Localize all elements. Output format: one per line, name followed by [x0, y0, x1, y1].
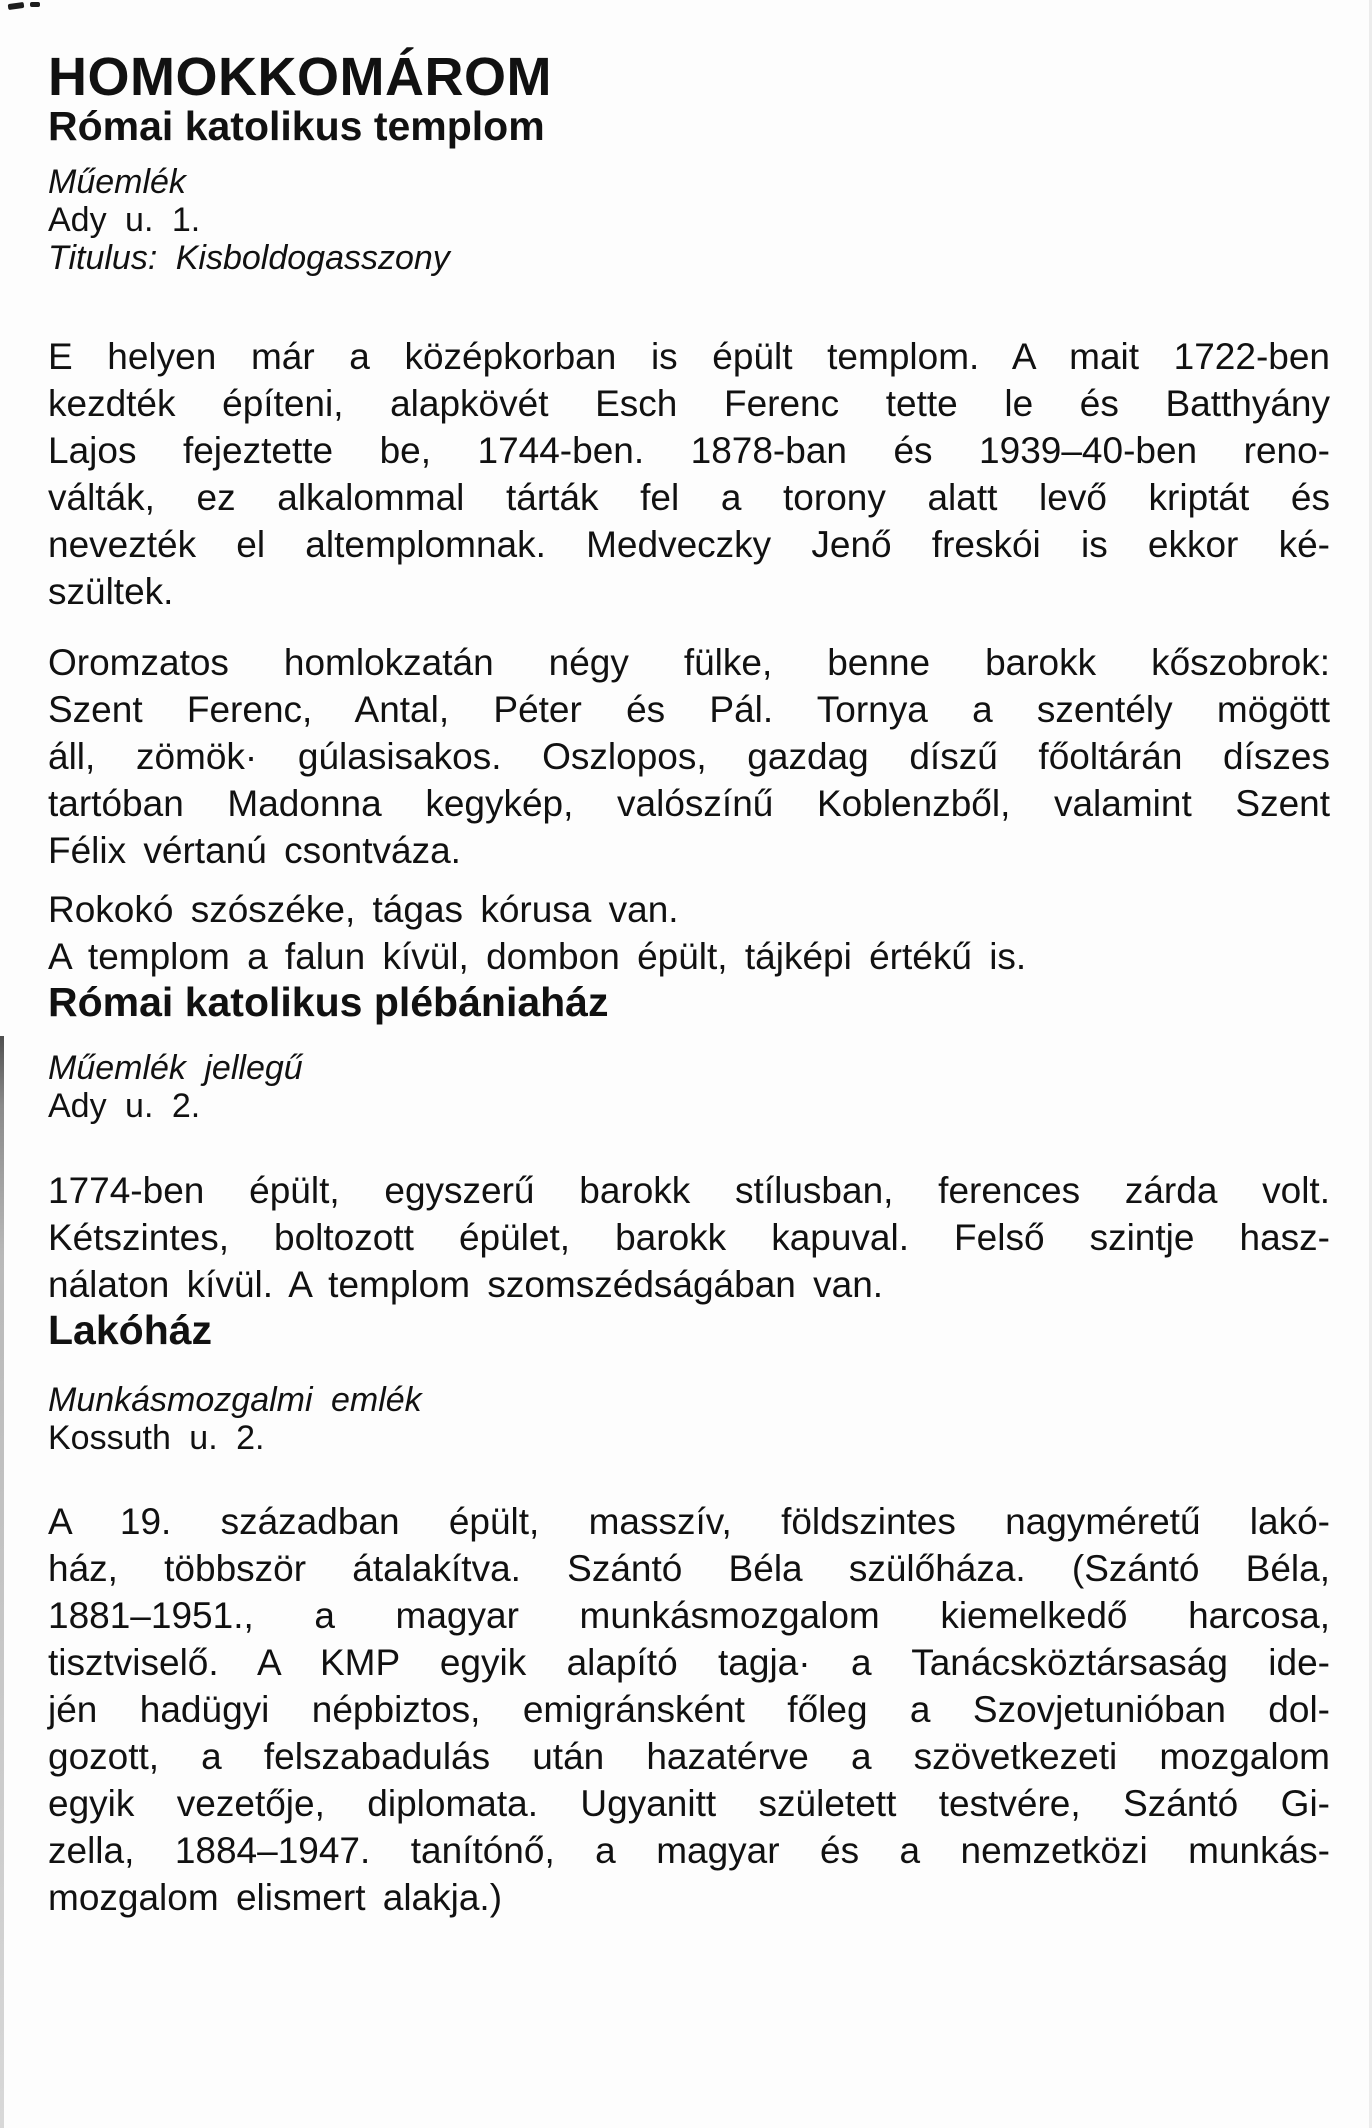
text-line: tisztviselő. A KMP egyik alapító tagja· a Tanácsköztársaság ide-	[48, 1642, 1330, 1683]
text-line: Szent Ferenc, Antal, Péter és Pál. Tornya a szentély mögött	[48, 689, 1330, 730]
meta-status: Műemlék	[48, 163, 186, 201]
text-line: ház, többször átalakítva. Szántó Béla szülőháza. (Szántó Béla,	[48, 1548, 1330, 1589]
section-heading-house: Lakóház	[48, 1307, 213, 1353]
text-line: 1774-ben épült, egyszerű barokk stílusban, ferences zárda volt.	[48, 1170, 1330, 1211]
meta-titulus: Titulus: Kisboldogasszony	[48, 239, 450, 277]
text-line: E helyen már a középkorban is épült templom. A mait 1722-ben	[48, 336, 1330, 377]
meta-address: Ady u. 2.	[48, 1087, 201, 1125]
text-line: Kétszintes, boltozott épület, barokk kapuval. Felső szintje hasz-	[48, 1217, 1330, 1258]
text-line: Rokokó szószéke, tágas kórusa van.	[48, 889, 679, 930]
text-line: 1881–1951., a magyar munkásmozgalom kiemelkedő harcosa,	[48, 1595, 1330, 1636]
paragraph	[48, 1498, 1330, 1921]
paragraph	[48, 333, 1330, 615]
text-line: kezdték építeni, alapkövét Esch Ferenc tette le és Batthyány	[48, 383, 1330, 424]
text-line: szültek.	[48, 571, 174, 612]
meta-address: Kossuth u. 2.	[48, 1419, 265, 1457]
text-line: Oromzatos homlokzatán négy fülke, benne barokk kőszobrok:	[48, 642, 1330, 683]
text-line: nevezték el altemplomnak. Medveczky Jenő freskói is ekkor ké-	[48, 524, 1330, 565]
scan-speck	[30, 2, 40, 7]
paragraph	[48, 886, 1330, 980]
text-line: egyik vezetője, diplomata. Ugyanitt született testvére, Szántó Gi-	[48, 1783, 1330, 1824]
section-heading-church: Római katolikus templom	[48, 103, 545, 149]
section-church	[48, 104, 1330, 980]
page-title: HOMOKKOMÁROM	[48, 47, 552, 107]
monument-meta	[48, 1049, 1330, 1125]
meta-address: Ady u. 1.	[48, 201, 201, 239]
monument-meta	[48, 163, 1330, 277]
monument-meta	[48, 1381, 1330, 1457]
meta-status: Műemlék jellegű	[48, 1049, 303, 1087]
section-residential-house	[48, 1308, 1330, 1921]
text-line: nálaton kívül. A templom szomszédságában van.	[48, 1264, 884, 1305]
text-line: mozgalom elismert alakja.)	[48, 1877, 503, 1918]
text-line: tartóban Madonna kegykép, valószínű Koblenzből, valamint Szent	[48, 783, 1330, 824]
section-rectory	[48, 980, 1330, 1308]
scan-edge-shadow-left	[0, 1036, 4, 2128]
text-line: A 19. században épült, masszív, földszintes nagyméretű lakó-	[48, 1501, 1330, 1542]
paragraph	[48, 1167, 1330, 1308]
scan-speck	[8, 2, 25, 10]
text-line: Félix vértanú csontváza.	[48, 830, 461, 871]
meta-status: Munkásmozgalmi emlék	[48, 1381, 422, 1419]
text-line: jén hadügyi népbiztos, emigránsként főleg a Szovjetunióban dol-	[48, 1689, 1330, 1730]
text-line: válták, ez alkalommal tárták fel a torony alatt levő kriptát és	[48, 477, 1330, 518]
text-line: Lajos fejeztette be, 1744-ben. 1878-ban és 1939–40-ben reno-	[48, 430, 1330, 471]
text-line: áll, zömök· gúlasisakos. Oszlopos, gazdag díszű főoltárán díszes	[48, 736, 1330, 777]
text-line: A templom a falun kívül, dombon épült, tájképi értékű is.	[48, 936, 1027, 977]
text-line: gozott, a felszabadulás után hazatérve a szövetkezeti mozgalom	[48, 1736, 1330, 1777]
text-line: zella, 1884–1947. tanítónő, a magyar és a nemzetközi munkás-	[48, 1830, 1330, 1871]
section-heading-rectory: Római katolikus plébániaház	[48, 979, 609, 1025]
paragraph	[48, 639, 1330, 874]
